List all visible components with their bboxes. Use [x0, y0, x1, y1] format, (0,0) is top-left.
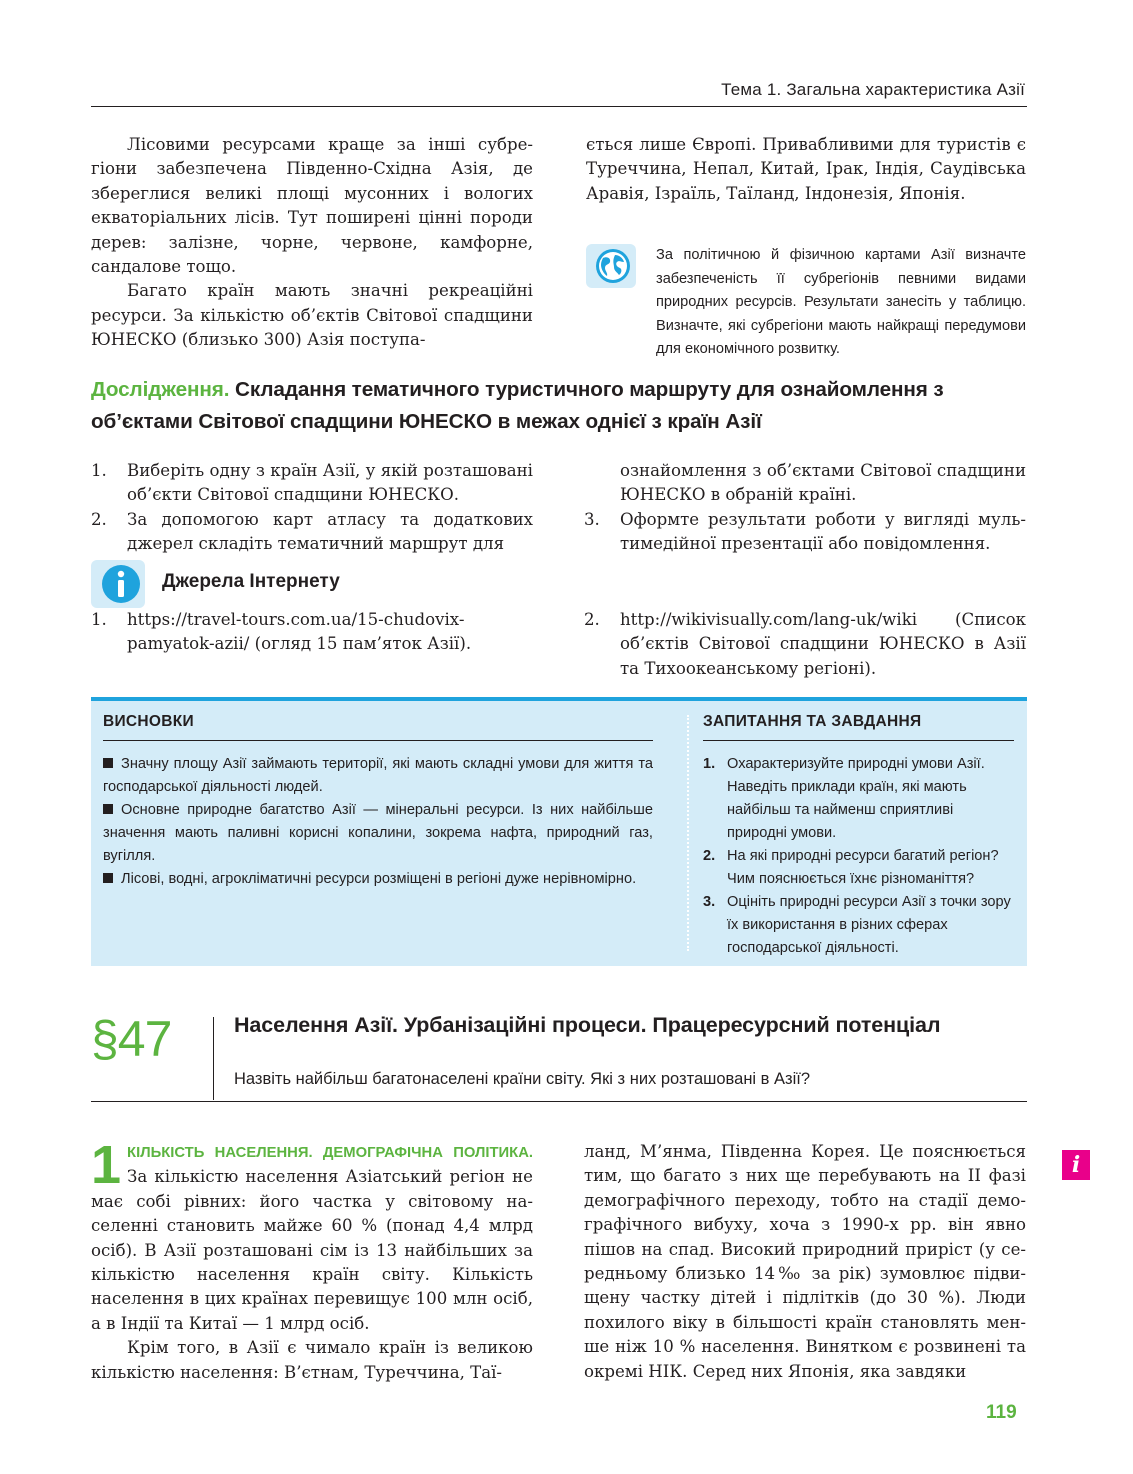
internet-links-right [584, 608, 1026, 681]
intro-left-column [91, 133, 533, 353]
conclusion-item: Значну площу Азії займають території, які мають складні умови для життя та господарської діяльності людей. [103, 756, 653, 795]
research-step: 2. За допомогою карт атласу та додаткових джерел складіть тематичний маршрут для [91, 509, 533, 554]
conclusion-item: Лісові, водні, агрокліматичні ресурси розміщені в регіоні дуже нерівномірно. [103, 868, 653, 891]
research-heading [91, 374, 1031, 438]
population-paragraph-2-end: ланд, М’янма, Південна Корея. Це пояснюється тим, що багато з них ще перебувають на ІІ фазі демографічного переходу, тобто на стадії демографічного вибуху, хоча з 1990-х рр. він явно пішов на спад. Високий природний приріст (у середньому близько 14‰ за рік) зумовлює підвищену частку дітей і підлітків (до 30 %). Люди похилого віку в більшості країн становлять менше ніж 10 % населення. Винятком є розвинені та окремі НІК. Серед них Японія, яка завдяки [584, 1142, 1026, 1381]
intro-right-column [586, 133, 1026, 206]
internet-link-item[interactable]: 1. https://travel-tours.com.ua/15-chudovix-pamyatok-azii/ (огляд 15 пам’яток Азії). [91, 610, 472, 654]
questions-rule [703, 740, 1014, 741]
square-bullet-icon [103, 873, 113, 883]
internet-sources-title: Джерела Інтернету [162, 571, 340, 592]
conclusions-title: ВИСНОВКИ [103, 713, 194, 730]
conclusion-item: Основне природне багатство Азії — мінеральні ресурси. Із них найбільше значення мають паливні корисні копалини, зокрема нафта, природний газ, вугілля. [103, 802, 653, 864]
section-question: Назвіть найбільш багатонаселені країни світу. Які з них розташовані в Азії? [234, 1070, 811, 1088]
research-title: Складання тематичного туристичного маршруту для ознайомлення з об’єктами Світової спадщини ЮНЕСКО в межах однієї з країн Азії [91, 378, 944, 433]
running-header [91, 78, 1027, 107]
population-left-column [91, 1135, 533, 1385]
subsection-heading: КІЛЬКІСТЬ НАСЕЛЕННЯ. ДЕМОГРАФІЧНА ПОЛІТИКА. [127, 1145, 533, 1161]
research-lead: Дослідження. [91, 378, 230, 401]
population-paragraph-2-start: Крім того, в Азії є чимало країн із великою кількістю населення: В’єтнам, Туреччина, Таї- [91, 1338, 533, 1382]
summary-divider [687, 715, 689, 951]
section-rule [91, 1101, 1027, 1102]
section-number: §47 [91, 1011, 172, 1067]
research-step-continued: ознайомлення з об’єктами Світової спадщини ЮНЕСКО в обраній країні. [620, 461, 1026, 505]
questions-list [703, 753, 1014, 960]
header-title: Тема 1. Загальна характеристика Азії [721, 80, 1025, 99]
population-right-column [584, 1140, 1026, 1384]
research-steps-right [584, 459, 1026, 557]
research-steps-left [91, 459, 533, 557]
conclusions-list [103, 753, 653, 891]
question-item: 3. Оцініть природні ресурси Азії з точки зору їх використання в різних сферах господарської діяльності. [703, 894, 1011, 956]
population-paragraph-1: 1 КІЛЬКІСТЬ НАСЕЛЕННЯ. ДЕМОГРАФІЧНА ПОЛІТИКА. За кількістю населення Азіатський регіон не має собі рівних: його частка у світовому населенні становить майже 60 % (понад 4,4 млрд осіб). В Азії розташовані сім із 13 найбільших за кількістю населення країн світу. Кількість населення в цих країнах перевищує 100 млн осіб, а в Індії та Китаї — 1 млрд осіб. [91, 1135, 533, 1333]
subsection-number: 1 [91, 1135, 122, 1195]
section-divider [213, 1017, 214, 1100]
recreation-paragraph-end: ється лише Європі. Привабливими для туристів є Туреччина, Непал, Китай, Ірак, Індія, Саудівська Аравія, Ізраїль, Таїланд, Індонезія, Японія. [586, 135, 1026, 203]
forest-paragraph: Лісовими ресурсами краще за інші субрегіони забезпечена Південно-Східна Азія, де збереглися великі площі мусонних і вологих екваторіальних лісів. Тут поширені цінні породи дерев: залізне, чорне, червоне, камфорне, сандалове тощо. [91, 135, 533, 277]
info-icon [91, 560, 145, 608]
square-bullet-icon [103, 804, 113, 814]
research-step: 3. Оформте результати роботи у вигляді мультимедійної презентації або повідомлення. [584, 509, 1026, 554]
summary-box [91, 697, 1027, 966]
internet-links-left [91, 608, 533, 657]
recreation-paragraph-start: Багато країн мають значні рекреаційні ресурси. За кількістю об’єктів Світової спадщини ЮНЕСКО (близько 300) Азія поступа- [91, 281, 533, 350]
internet-link-item[interactable]: 2. http://wikivisually.com/lang-uk/wiki (Список об’єктів Світової спадщини ЮНЕСКО в Азії та Тихоокеанському регіоні). [584, 610, 1026, 678]
conclusions-rule [103, 740, 653, 741]
page-number: 119 [986, 1402, 1017, 1423]
info-side-tab[interactable]: i [1062, 1150, 1090, 1180]
square-bullet-icon [103, 758, 113, 768]
question-item: 1. Охарактеризуйте природні умови Азії. Наведіть приклади країн, які мають найбільш та найменш сприятливі природні умови. [703, 756, 985, 841]
questions-title: ЗАПИТАННЯ ТА ЗАВДАННЯ [703, 713, 922, 730]
task-text: За політичною й фізичною картами Азії визначте забезпеченість її субрегіонів певними видами природних ресурсів. Результати занесіть у таблицю. Визначте, які субрегіони мають найкращі передумови для економічного розвитку. [656, 247, 1026, 357]
section-title: Населення Азії. Урбанізаційні процеси. Працересурсний потенціал [234, 1013, 941, 1037]
globe-icon [586, 244, 636, 288]
question-item: 2. На які природні ресурси багатий регіон? Чим пояснюється їхнє різноманіття? [703, 848, 999, 887]
research-step: 1. Виберіть одну з країн Азії, у якій розташовані об’єкти Світової спадщини ЮНЕСКО. [91, 461, 533, 505]
